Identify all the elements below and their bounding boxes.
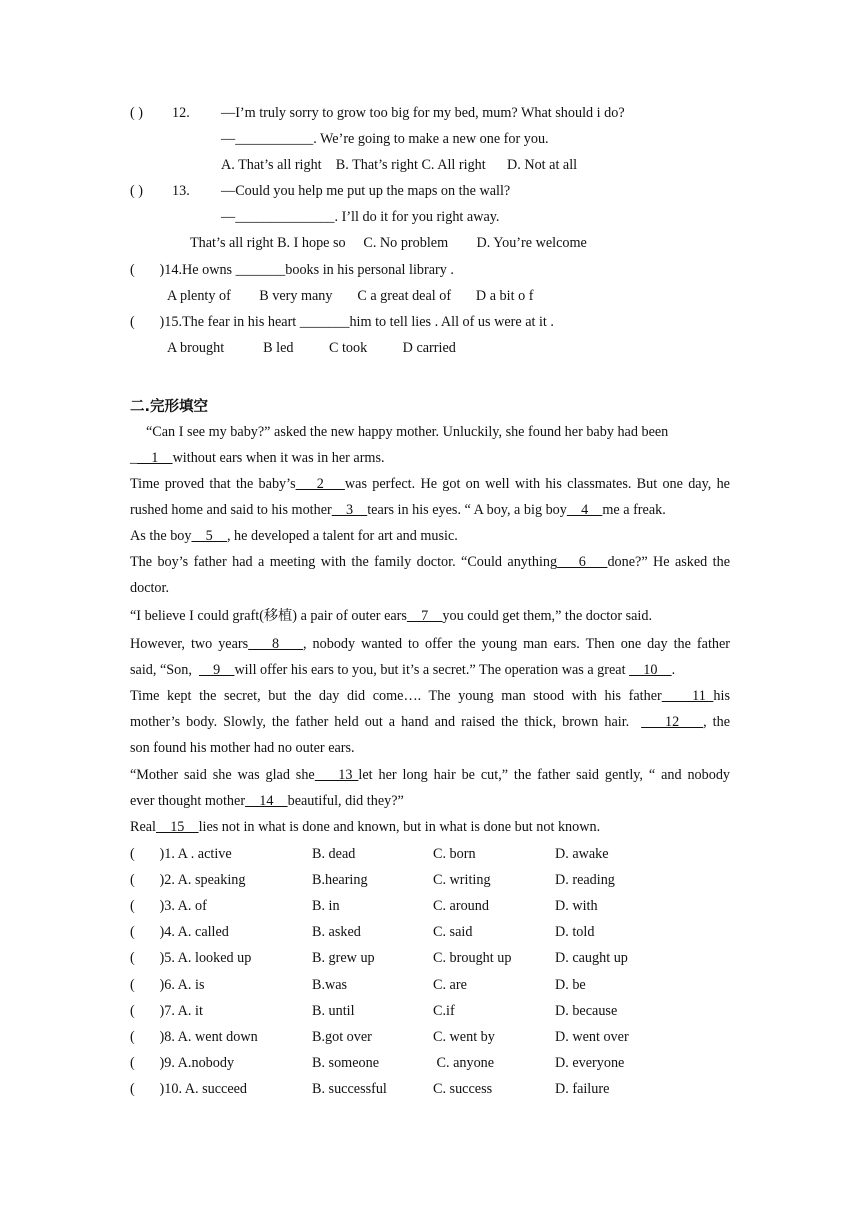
cloze-question-option-a: ( )1. A . active bbox=[130, 846, 232, 862]
passage-line: doctor. bbox=[130, 580, 170, 596]
passage-line: As the boy 5 , he developed a talent for art and music. bbox=[130, 528, 458, 544]
cloze-option-b: B.hearing bbox=[312, 872, 368, 889]
question-15-stem-a: The fear in his heart bbox=[182, 314, 300, 330]
passage-line: _ 1 without ears when it was in her arms. bbox=[130, 450, 385, 466]
passage-line: rushed home and said to his mother 3 tears in his eyes. “ A boy, a big boy 4 me a freak. bbox=[130, 502, 666, 518]
passage-line: said, “Son, 9 will offer his ears to you, but it’s a secret.” The operation was a great 10 . bbox=[130, 662, 676, 678]
question-15-number: 15. bbox=[164, 314, 183, 330]
question-15-blank: _______ bbox=[299, 314, 350, 330]
cloze-option-d: D. awake bbox=[555, 846, 609, 862]
cloze-question-option-a: ( )4. A. called bbox=[130, 924, 229, 941]
passage-line: “Mother said she was glad she 13 let her long hair be cut,” the father said gently, “ and nobody bbox=[130, 767, 731, 783]
cloze-option-d: D. told bbox=[555, 924, 595, 941]
cloze-option-d: D. everyone bbox=[555, 1054, 625, 1071]
passage-line: “I believe I could graft(移植) a pair of outer ears 7 you could get them,” the doctor said. bbox=[130, 608, 652, 624]
blank-1: 1 bbox=[137, 450, 173, 466]
question-14-number: 14. bbox=[164, 262, 183, 278]
blank-3: 3 bbox=[331, 502, 368, 518]
cloze-option-c: C. went by bbox=[433, 1028, 495, 1045]
passage-line: Time proved that the baby’s 2 was perfect. He got on well with his classmates. But one day, he bbox=[130, 476, 730, 492]
cloze-question-option-a: ( )8. A. went down bbox=[130, 1028, 258, 1045]
cloze-question-option-a: ( )6. A. is bbox=[130, 976, 205, 993]
cloze-option-b: B. grew up bbox=[312, 950, 375, 967]
cloze-option-c: C. are bbox=[433, 976, 467, 993]
blank-14: 14 bbox=[245, 793, 288, 809]
cloze-option-d: D. be bbox=[555, 976, 586, 993]
cloze-question-option-a: ( )3. A. of bbox=[130, 898, 207, 915]
cloze-question-option-a: ( )10. A. succeed bbox=[130, 1080, 248, 1097]
question-14-bracket: ( ) bbox=[130, 262, 165, 278]
question-13-bracket: ( ) bbox=[130, 183, 143, 199]
question-12-options: A. That’s all right B. That’s right C. All right D. Not at all bbox=[221, 157, 578, 173]
blank-5: 5 bbox=[191, 528, 227, 544]
question-12-blank: ___________ bbox=[235, 131, 314, 147]
cloze-option-b: B. successful bbox=[312, 1080, 387, 1097]
cloze-option-c: C. anyone bbox=[433, 1054, 495, 1071]
question-13-options: That’s all right B. I hope so C. No problem D. You’re welcome bbox=[190, 235, 587, 251]
question-12-bracket: ( ) bbox=[130, 105, 143, 121]
section-title: 二.完形填空 bbox=[130, 399, 209, 415]
cloze-option-b: B. someone bbox=[312, 1054, 379, 1071]
passage-line: “Can I see my baby?” asked the new happy mother. Unluckily, she found her baby had been bbox=[146, 424, 669, 440]
blank-2: 2 bbox=[295, 476, 345, 492]
cloze-question-option-a: ( )9. A.nobody bbox=[130, 1054, 235, 1071]
passage-line: son found his mother had no outer ears. bbox=[130, 740, 355, 756]
cloze-option-d: D. because bbox=[555, 1002, 618, 1019]
question-15-bracket: ( ) bbox=[130, 314, 165, 330]
question-15 bbox=[130, 313, 554, 331]
blank-6: 6 bbox=[557, 554, 608, 570]
question-13-number: 13. bbox=[172, 183, 190, 199]
question-14-options: A plenty of B very many C a great deal of D a bit o f bbox=[167, 288, 534, 304]
cloze-question-option-a: ( )2. A. speaking bbox=[130, 872, 246, 889]
question-14-blank: _______ bbox=[235, 262, 286, 278]
blank-4: 4 bbox=[566, 502, 603, 518]
cloze-option-d: D. went over bbox=[555, 1028, 629, 1045]
question-14-stem-b: books in his personal library . bbox=[285, 262, 454, 278]
cloze-option-c: C.if bbox=[433, 1002, 455, 1019]
question-15-stem-b: him to tell lies . All of us were at it . bbox=[349, 314, 554, 330]
question-12-reply: —___________. We’re going to make a new one for you. bbox=[221, 131, 549, 147]
cloze-option-c: C. born bbox=[433, 846, 476, 862]
cloze-option-b: B. asked bbox=[312, 924, 361, 941]
cloze-option-d: D. with bbox=[555, 898, 598, 915]
cloze-option-d: D. reading bbox=[555, 872, 615, 889]
blank-7: 7 bbox=[406, 608, 443, 624]
passage-line: The boy’s father had a meeting with the family doctor. “Could anything 6 done?” He asked the bbox=[130, 554, 731, 570]
question-13-stem: —Could you help me put up the maps on the wall? bbox=[221, 183, 511, 199]
cloze-option-b: B. dead bbox=[312, 846, 356, 862]
blank-13: 13 bbox=[314, 767, 359, 783]
question-13-reply-text: . I’ll do it for you right away. bbox=[334, 209, 500, 225]
question-13-reply: —______________. I’ll do it for you right away. bbox=[221, 209, 500, 225]
cloze-option-b: B. until bbox=[312, 1002, 355, 1019]
blank-10: 10 bbox=[629, 662, 672, 678]
cloze-option-b: B. in bbox=[312, 898, 340, 915]
blank-9: 9 bbox=[198, 662, 235, 678]
cloze-option-d: D. failure bbox=[555, 1080, 610, 1097]
question-14 bbox=[130, 261, 454, 279]
cloze-option-c: C. said bbox=[433, 924, 473, 941]
passage-line: Time kept the secret, but the day did come…. The young man stood with his father 11 his bbox=[130, 688, 730, 704]
question-15-options: A brought B led C took D carried bbox=[167, 340, 456, 356]
cloze-question-option-a: ( )5. A. looked up bbox=[130, 950, 252, 967]
blank-8: 8 bbox=[248, 636, 304, 652]
cloze-option-b: B.was bbox=[312, 976, 348, 993]
question-12-reply-text: . We’re going to make a new one for you. bbox=[313, 131, 549, 147]
cloze-question-option-a: ( )7. A. it bbox=[130, 1002, 203, 1019]
blank-11: 11 bbox=[661, 688, 714, 704]
cloze-option-c: C. writing bbox=[433, 872, 491, 889]
question-14-stem-a: He owns bbox=[182, 262, 236, 278]
cloze-option-c: C. brought up bbox=[433, 950, 512, 967]
cloze-option-d: D. caught up bbox=[555, 950, 628, 967]
question-13-blank: ______________ bbox=[235, 209, 335, 225]
question-12-stem: —I’m truly sorry to grow too big for my bed, mum? What should i do? bbox=[221, 105, 625, 121]
passage-line: ever thought mother 14 beautiful, did they?” bbox=[130, 793, 404, 809]
passage-line: However, two years 8 , nobody wanted to offer the young man ears. Then one day the father bbox=[130, 636, 730, 652]
question-12-number: 12. bbox=[172, 105, 190, 121]
passage-line: mother’s body. Slowly, the father held out a hand and raised the thick, brown hair. 12 , the bbox=[130, 714, 730, 730]
cloze-option-c: C. around bbox=[433, 898, 489, 915]
cloze-option-b: B.got over bbox=[312, 1028, 372, 1045]
cloze-option-c: C. success bbox=[433, 1080, 493, 1097]
blank-15: 15 bbox=[156, 819, 199, 835]
blank-12: 12 bbox=[641, 714, 704, 730]
passage-line: Real 15 lies not in what is done and known, but in what is done but not known. bbox=[130, 819, 601, 835]
